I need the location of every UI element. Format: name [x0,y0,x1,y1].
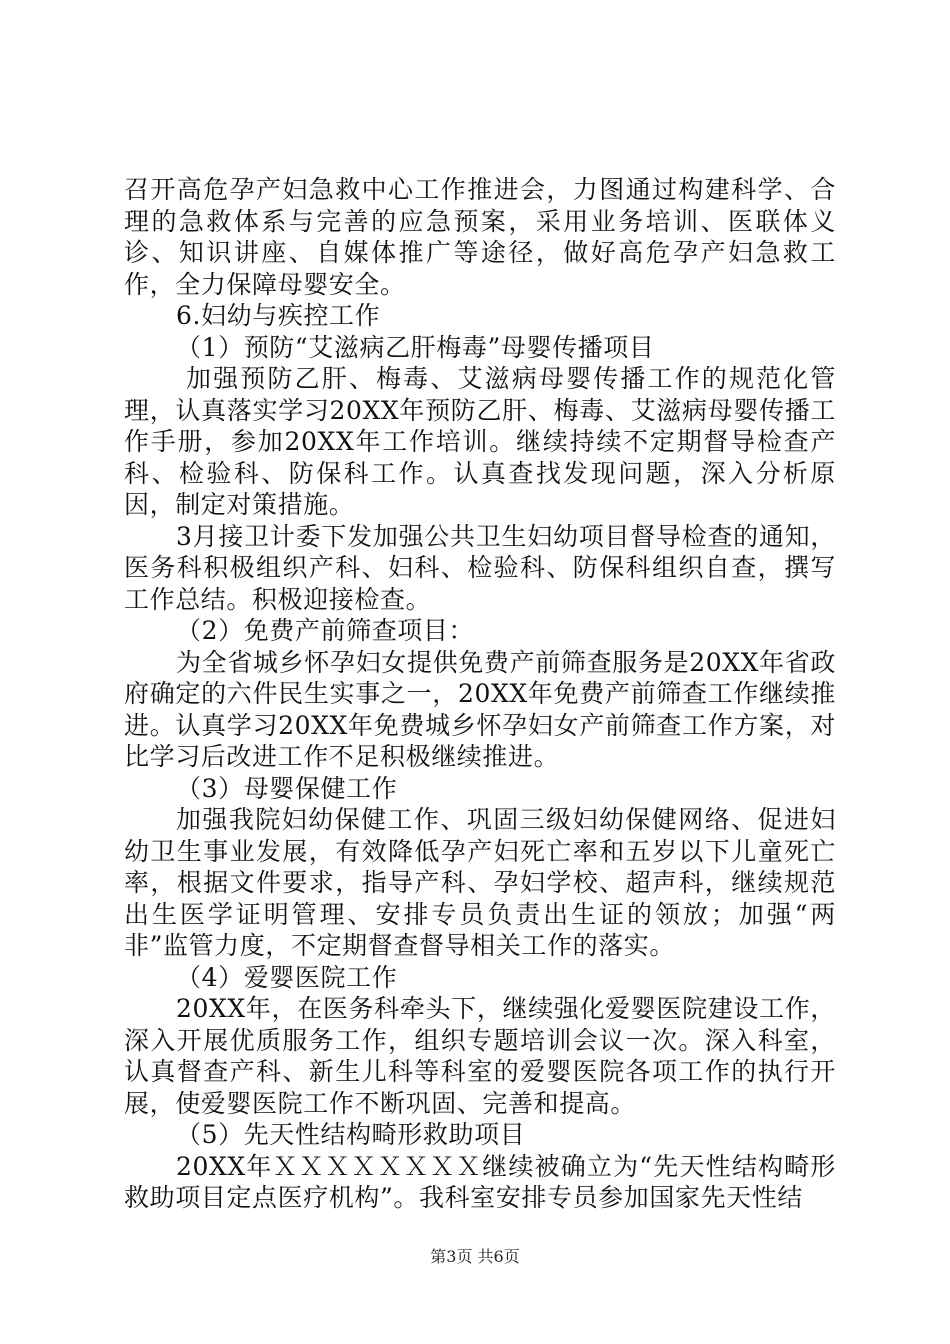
document-body [124,174,836,1214]
paragraph-7: 20XX年ＸＸＸＸＸＸＸＸ继续被确立为“先天性结构畸形救助项目定点医疗机构”。我科室安排专员参加国家先天性结 [124,1151,836,1212]
subheading-5: （5）先天性结构畸形救助项目 [176,1120,526,1149]
subheading-1: （1）预防“艾滋病乙肝梅毒”母婴传播项目 [176,332,655,362]
subheading-2: （2）免费产前筛查项目： [176,616,475,645]
paragraph-3: 3月接卫计委下发加强公共卫生妇幼项目督导检查的通知，医务科积极组织产科、妇科、检验科、防保科组织自查，撰写工作总结。积极迎接检查。 [124,521,836,614]
subheading-4: （4）爱婴医院工作 [176,962,398,992]
page-number: 第3页 共6页 [430,1247,520,1266]
page-footer [0,1244,950,1267]
paragraph-6: 20XX年，在医务科牵头下，继续强化爱婴医院建设工作，深入开展优质服务工作，组织专题培训会议一次。深入科室，认真督查产科、新生儿科等科室的爱婴医院各项工作的执行开展，使爱婴医院工作不断巩固、完善和提高。 [124,994,836,1118]
section-heading-6: 6.妇幼与疾控工作 [176,301,381,330]
paragraph-4: 为全省城乡怀孕妇女提供免费产前筛查服务是20XX年省政府确定的六件民生实事之一，20XX年免费产前筛查工作继续推进。认真学习20XX年免费城乡怀孕妇女产前筛查工作方案，对比学习后改进工作不足积极继续推进。 [124,647,836,771]
paragraph-2: 加强预防乙肝、梅毒、艾滋病母婴传播工作的规范化管理，认真落实学习20XX年预防乙肝、梅毒、艾滋病母婴传播工作手册，参加20XX年工作培训。继续持续不定期督导检查产科、检验科、防保科工作。认真查找发现问题，深入分析原因，制定对策措施。 [124,364,836,519]
paragraph-1: 召开高危孕产妇急救中心工作推进会，力图通过构建科学、合理的急救体系与完善的应急预案，采用业务培训、医联体义诊、知识讲座、自媒体推广等途径，做好高危孕产妇急救工作，全力保障母婴安全。 [124,175,836,299]
paragraph-5: 加强我院妇幼保健工作、巩固三级妇幼保健网络、促进妇幼卫生事业发展，有效降低孕产妇死亡率和五岁以下儿童死亡率，根据文件要求，指导产科、孕妇学校、超声科，继续规范出生医学证明管理、安排专员负责出生证的领放；加强“两非”监管力度，不定期督查督导相关工作的落实。 [124,805,836,960]
subheading-3: （3）母婴保健工作 [176,773,398,803]
